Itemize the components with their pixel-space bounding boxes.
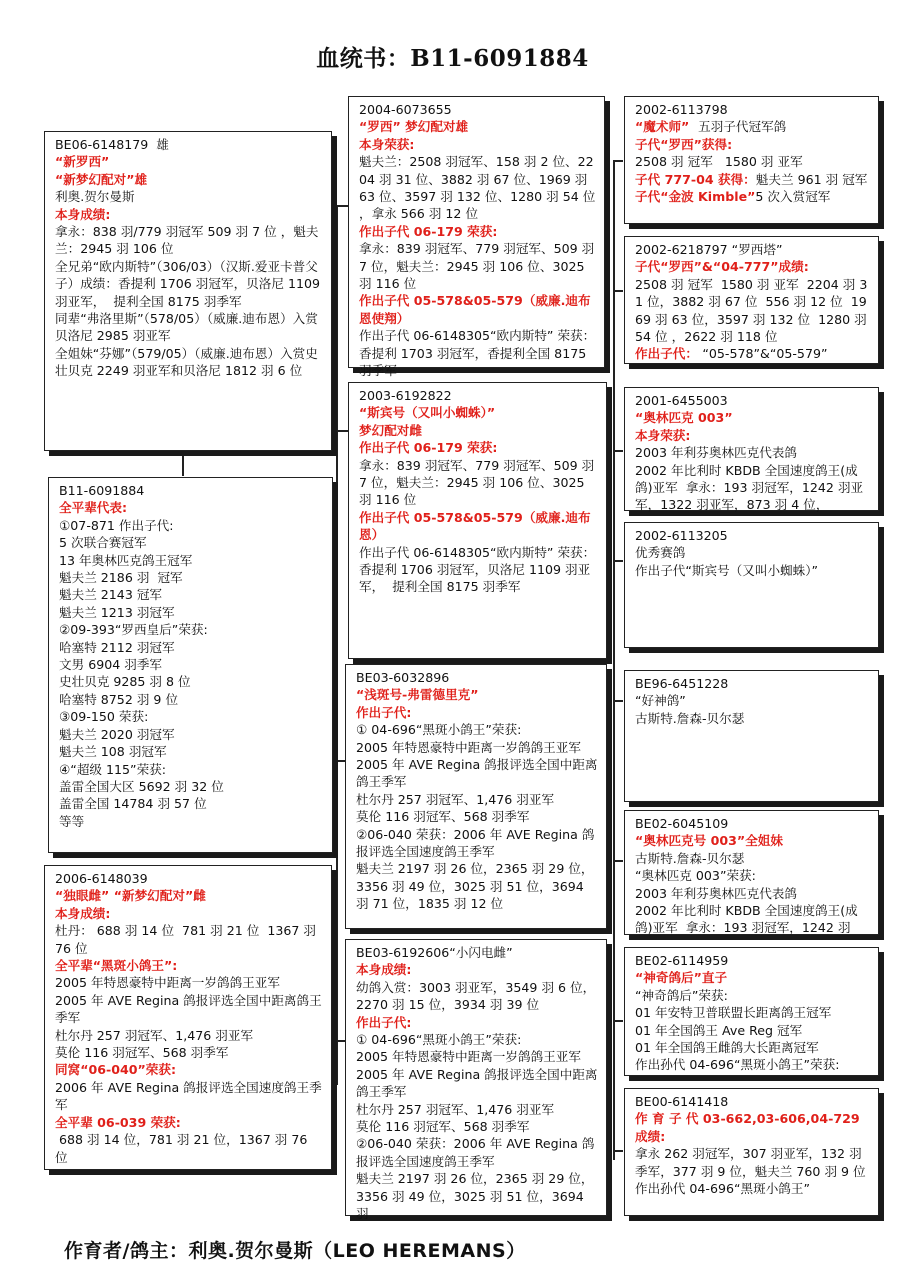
connector-rh4 xyxy=(613,560,623,562)
connector-h2 xyxy=(330,430,348,432)
sire-sire-box xyxy=(348,96,605,379)
pedigree-line: “神奇鸽后”直子 xyxy=(635,970,728,986)
pedigree-line: 利奥.贺尔曼斯 xyxy=(55,189,135,205)
pedigree-line: 2005 年 AVE Regina 鸽报评选全国中距离鸽王季军 xyxy=(55,992,322,1026)
pedigree-line: 杜尔丹 257 羽冠军、1,476 羽亚军 xyxy=(356,1101,555,1117)
pedigree-line: 2006 年 AVE Regina 鸽报评选全国速度鸽王季军 xyxy=(55,1079,322,1113)
pedigree-line: “奥林匹克 003”荣获: xyxy=(635,868,756,884)
pedigree-line: “奥林匹克 003” xyxy=(635,410,733,426)
pedigree-line: 作出子代 06-6148305“欧内斯特” 荣获：香提利 1706 羽冠军，贝洛尼 1109 羽亚军， 提利全国 8175 羽季军 xyxy=(359,544,596,595)
pedigree-line: BE02-6045109 xyxy=(635,816,729,831)
pedigree-line: ① 04-696“黑斑小鸽王”荣获: xyxy=(356,722,522,738)
pedigree-line: 全姐妹“芬娜”（579/05）（威廉.迪布恩）入赏史壮贝克 2249 羽亚军和贝洛尼 1812 羽 6 位 xyxy=(55,345,318,379)
pedigree-line: 魁夫兰 2197 羽 26 位，2365 羽 29 位，3356 羽 49 位，3025 羽 51 位，3694 羽 xyxy=(356,1171,594,1222)
pedigree-line: 全平辈代表: xyxy=(59,500,128,516)
pedigree-line: 作出子代 06-179 荣获: xyxy=(359,223,498,239)
pedigree-line: BE06-6148179 雄 xyxy=(55,137,169,152)
breeder-footer: 作育者/鸽主：利奥.贺尔曼斯（LEO HEREMANS） xyxy=(64,1240,526,1262)
pedigree-line: 作出子代 05-578&05-579（威廉.迪布恩） xyxy=(359,509,591,543)
pedigree-line: 2508 羽 冠军 1580 羽 亚军 xyxy=(635,154,803,170)
pedigree-line: 杜尔丹 257 羽冠军、1,476 羽亚军 xyxy=(356,791,555,807)
pedigree-line: 本身荣获: xyxy=(359,136,415,152)
pedigree-line: 文男 6904 羽季军 xyxy=(59,657,163,673)
pedigree-line: 全平辈“黑斑小鸽王”: xyxy=(55,958,178,974)
sire-sire-dam-box xyxy=(624,236,879,364)
pedigree-line: 2002 年比利时 KBDB 全国速度鸽王(成鸽)亚军 拿永：193 羽冠军，1242 羽 xyxy=(635,903,858,936)
pedigree-line: 盖雷全国 14784 羽 57 位 xyxy=(59,796,207,812)
pedigree-line: BE03-6192606“小闪电雌” xyxy=(356,945,513,960)
pedigree-line: 本身成绩: xyxy=(55,905,111,921)
pedigree-line: 13 年奥林匹克鸽王冠军 xyxy=(59,552,193,568)
pedigree-line: 2508 羽 冠军 1580 羽 亚军 2204 羽 31 位，3882 羽 67 位 556 羽 12 位 1969 羽 63 位，3597 羽 132 位 1280 羽 54 位 ，2622 羽 118 位 xyxy=(635,276,871,345)
pedigree-line: 史壮贝克 9285 羽 8 位 xyxy=(59,674,191,690)
connector-rh5 xyxy=(613,700,623,702)
pedigree-line: 本身荣获: xyxy=(635,427,691,443)
dam-sire-box xyxy=(345,664,607,929)
pedigree-line: 莫伦 116 羽冠军、568 羽季军 xyxy=(356,809,530,825)
connector-main-tree xyxy=(336,205,338,1085)
pedigree-line: 同辈“弗洛里斯”（578/05）（威廉.迪布恩）入赏贝洛尼 2985 羽亚军 xyxy=(55,311,318,344)
pedigree-line: 作出子代 06-179 荣获: xyxy=(359,440,498,456)
connector-sire-main xyxy=(182,452,184,476)
pedigree-line: 作出子代: xyxy=(356,1014,412,1030)
dam-dam-box xyxy=(345,939,607,1222)
pedigree-line: 作出子代： “05-578”&“05-579” xyxy=(635,346,828,362)
sire-dam-box xyxy=(348,382,607,659)
pedigree-line: 全平辈 06-039 荣获: xyxy=(55,1114,181,1130)
pedigree-line: 2002-6113205 xyxy=(635,528,728,543)
pedigree-line: 2005 年特恩豪特中距离一岁鸽鸽王亚军 xyxy=(55,975,280,991)
pedigree-line: ①07-871 作出子代: xyxy=(59,517,174,533)
pedigree-line: 子代“罗西”&“04-777”成绩: xyxy=(635,259,809,275)
connector-rh1 xyxy=(613,160,623,162)
pedigree-line: 子代 777-04 获得：魁夫兰 961 羽 冠军 xyxy=(635,171,868,187)
dam-sire-dam-box xyxy=(624,810,879,935)
connector-right-tree xyxy=(613,160,615,1160)
pedigree-line: 作出子代: xyxy=(356,704,412,720)
connector-rh8 xyxy=(613,1150,623,1152)
pedigree-line: 5 次联合赛冠军 xyxy=(59,535,147,551)
pedigree-line: ③09-150 荣获: xyxy=(59,709,149,725)
pedigree-line: ②09-393“罗西皇后”荣获: xyxy=(59,622,208,638)
page-title: 血统书：B11-6091884 xyxy=(316,45,589,72)
pedigree-line: 哈塞特 8752 羽 9 位 xyxy=(59,691,179,707)
pedigree-line: 优秀赛鸽 xyxy=(635,545,686,561)
connector-rh6 xyxy=(613,860,623,862)
pedigree-line: “新罗西” xyxy=(55,154,110,170)
pedigree-line: “罗西” 梦幻配对雄 xyxy=(359,119,469,135)
pedigree-line: 本身成绩: xyxy=(55,206,111,222)
pedigree-line: 拿永：839 羽冠军、779 羽冠军、509 羽 7 位，魁夫兰：2945 羽 106 位、3025 羽 116 位 xyxy=(359,457,599,508)
pedigree-line: 01 年安特卫普联盟长距离鸽王冠军 xyxy=(635,1005,832,1021)
pedigree-line: 古斯特.詹森-贝尔瑟 xyxy=(635,850,745,866)
pedigree-line: “斯宾号（又叫小蜘蛛）” xyxy=(359,405,496,421)
pedigree-line: “浅斑号-弗雷德里克” xyxy=(356,687,479,703)
pedigree-line: 作 育 子 代 03-662,03-606,04-729 成绩: xyxy=(635,1111,864,1144)
pedigree-line: “魔术师” 五羽子代冠军鸽 xyxy=(635,119,787,135)
pedigree-line: 全兄弟“欧内斯特”（306/03）（汉斯.爱亚卡普父子）成绩：香提利 1706 羽冠军，贝洛尼 1109 羽亚军， 提利全国 8175 羽季军 xyxy=(55,258,325,309)
pedigree-line: 688 羽 14 位，781 羽 21 位，1367 羽 76 位 xyxy=(55,1132,312,1165)
pedigree-line: 魁夫兰 2020 羽冠军 xyxy=(59,726,175,742)
pedigree-line: 魁夫兰 2197 羽 26 位，2365 羽 29 位，3356 羽 49 位，3025 羽 51 位，3694 羽 71 位，1835 羽 12 位 xyxy=(356,861,594,912)
pedigree-line: ②06-040 荣获：2006 年 AVE Regina 鸽报评选全国速度鸽王季军 xyxy=(356,1136,595,1169)
connector-h1 xyxy=(336,205,348,207)
pedigree-line: 哈塞特 2112 羽冠军 xyxy=(59,639,175,655)
pedigree-line: 2005 年特恩豪特中距离一岁鸽鸽王亚军 xyxy=(356,739,581,755)
pedigree-line: 子代“罗西”获得: xyxy=(635,136,733,152)
dam-dam-sire-box xyxy=(624,947,879,1076)
pedigree-line: 魁夫兰 2186 羽 冠军 xyxy=(59,570,183,586)
pedigree-line: 子代“金波 Kimble”5 次入赏冠军 xyxy=(635,189,831,205)
pedigree-line: 幼鸽入赏：3003 羽亚军，3549 羽 6 位，2270 羽 15 位，3934 羽 39 位 xyxy=(356,979,596,1013)
pedigree-line: BE00-6141418 xyxy=(635,1094,729,1109)
pedigree-line: 本身成绩: xyxy=(356,962,412,978)
pedigree-line: 拿永：838 羽/779 羽冠军 509 羽 7 位 ，魁夫兰：2945 羽 106 位 xyxy=(55,224,319,257)
pedigree-line: 2005 年 AVE Regina 鸽报评选全国中距离鸽王季军 xyxy=(356,757,598,790)
pedigree-line: 盖雷全国大区 5692 羽 32 位 xyxy=(59,778,224,794)
pedigree-line: 2005 年 AVE Regina 鸽报评选全国中距离鸽王季军 xyxy=(356,1066,598,1100)
pedigree-line: 01 年全国鸽王 Ave Reg 冠军 xyxy=(635,1022,803,1038)
pedigree-line: 古斯特.詹森-贝尔瑟 xyxy=(635,710,745,726)
pedigree-line: 2002-6218797 “罗西塔” xyxy=(635,242,783,257)
pedigree-line: BE96-6451228 xyxy=(635,676,729,691)
pedigree-line: 杜尔丹 257 羽冠军、1,476 羽亚军 xyxy=(55,1027,254,1043)
pedigree-line: 2006-6148039 xyxy=(55,871,148,886)
pedigree-line: 2003 年利芬奥林匹克代表鸽 xyxy=(635,885,797,901)
pedigree-line: 作出子代“斯宾号（又叫小蜘蛛）” xyxy=(635,562,819,578)
pedigree-line: 2002 年比利时 KBDB 全国速度鸽王(成鸽)亚军 拿永：193 羽冠军，1242 羽亚军，1322 羽亚军，873 羽 4 位， xyxy=(635,462,864,513)
dam-dam-dam-box xyxy=(624,1088,879,1216)
pedigree-line: B11-6091884 xyxy=(59,483,145,498)
pedigree-line: 2003 年利芬奥林匹克代表鸽 xyxy=(635,445,797,461)
pedigree-line: BE02-6114959 xyxy=(635,953,729,968)
sire-box xyxy=(44,131,332,451)
pedigree-line: 魁夫兰 1213 羽冠军 xyxy=(59,604,175,620)
pedigree-line: 2001-6455003 xyxy=(635,393,728,408)
pedigree-line: “独眼雌” “新梦幻配对”雌 xyxy=(55,888,206,904)
connector-rh7 xyxy=(613,1020,623,1022)
sire-sire-sire-box xyxy=(624,96,879,224)
pedigree-line: 作出孙代 04-696“黑斑小鸽王” xyxy=(635,1181,811,1197)
pedigree-line: 01 年全国鸽王雌鸽大长距离冠军 xyxy=(635,1040,819,1056)
dam-box xyxy=(44,865,332,1170)
sire-dam-sire-box xyxy=(624,387,879,511)
pedigree-line: 拿永：839 羽冠军、779 羽冠军、509 羽 7 位，魁夫兰：2945 羽 106 位、3025 羽 116 位 xyxy=(359,241,599,292)
pedigree-line: “新梦幻配对”雄 xyxy=(55,171,148,187)
pedigree-line: 作出子代 05-578&05-579（威廉.迪布恩使翔） xyxy=(359,293,591,326)
pedigree-line: 莫伦 116 羽冠军、568 羽季军 xyxy=(356,1119,530,1135)
pedigree-line: 莫伦 116 羽冠军、568 羽季军 xyxy=(55,1045,229,1061)
subject-box xyxy=(48,477,333,853)
pedigree-line: 作出孙代 04-696“黑斑小鸽王”荣获: xyxy=(635,1057,840,1073)
pedigree-line: 2005 年特恩豪特中距离一岁鸽鸽王亚军 xyxy=(356,1049,581,1065)
pedigree-line: “好神鸽” xyxy=(635,693,686,709)
pedigree-line: ① 04-696“黑斑小鸽王”荣获: xyxy=(356,1032,522,1048)
connector-rh2 xyxy=(613,290,623,292)
pedigree-line: 2002-6113798 xyxy=(635,102,728,117)
sire-dam-dam-box xyxy=(624,522,879,648)
pedigree-line: 梦幻配对雌 xyxy=(359,422,422,438)
pedigree-line: “奥林匹克号 003”全姐妹 xyxy=(635,833,783,849)
pedigree-line: 2004-6073655 xyxy=(359,102,452,117)
pedigree-line: 2003-6192822 xyxy=(359,388,452,403)
pedigree-line: 等等 xyxy=(59,813,85,829)
pedigree-line: ②06-040 荣获：2006 年 AVE Regina 鸽报评选全国速度鸽王季军 xyxy=(356,826,595,860)
pedigree-line: ④“超级 115”荣获: xyxy=(59,761,166,777)
pedigree-line: “神奇鸽后”荣获: xyxy=(635,987,728,1003)
connector-rh3 xyxy=(613,450,623,452)
pedigree-line: BE03-6032896 xyxy=(356,670,450,685)
pedigree-line: 同窝“06-040”荣获: xyxy=(55,1062,177,1078)
pedigree-line: 杜丹： 688 羽 14 位 781 羽 21 位 1367 羽 76 位 xyxy=(55,923,320,956)
pedigree-line: 魁夫兰：2508 羽冠军、158 羽 2 位、2204 羽 31 位、3882 羽 67 位、1969 羽 63 位、3597 羽 132 位、1280 羽 54 位 ，拿永 566 羽 12 位 xyxy=(359,154,600,222)
pedigree-line: 魁夫兰 108 羽冠军 xyxy=(59,744,167,760)
pedigree-line: 拿永 262 羽冠军，307 羽亚军，132 羽季军，377 羽 9 位，魁夫兰 760 羽 9 位 xyxy=(635,1146,866,1179)
pedigree-line: 作出子代 06-6148305“欧内斯特” 荣获：香提利 1703 羽冠军，香提利全国 8175 羽季军 xyxy=(359,328,596,379)
dam-sire-sire-box xyxy=(624,670,879,802)
pedigree-line: 魁夫兰 2143 冠军 xyxy=(59,587,163,603)
